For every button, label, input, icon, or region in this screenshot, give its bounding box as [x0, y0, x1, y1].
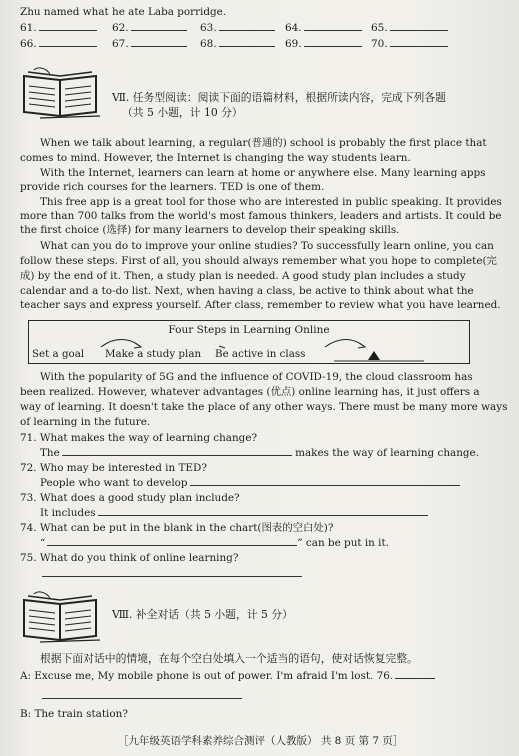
answer-73[interactable]: It includes [40, 507, 428, 520]
question-74: 74. What can be put in the blank in the chart(图表的空白处)? [20, 522, 334, 534]
dialogue-a[interactable]: A: Excuse me, My mobile phone is out of power. I'm afraid I'm lost. 76. [20, 670, 435, 683]
chart-title: Four Steps in Learning Online [168, 324, 330, 336]
question-75: 75. What do you think of online learning? [20, 552, 239, 564]
dialogue-b: B: The train station? [20, 708, 128, 720]
answer-72[interactable]: People who want to develop [40, 477, 460, 490]
chart-step-1: Set a goal [32, 348, 85, 360]
passage-line: calendar and a to-do list. Next, when having a class, be active to think about what the [20, 285, 474, 297]
question-71: 71. What makes the way of learning change? [20, 432, 258, 444]
section-7-title: Ⅶ. 任务型阅读：阅读下面的语篇材料，根据所读内容，完成下列各题 [112, 91, 446, 104]
answer-slot[interactable]: 62. [112, 22, 187, 34]
answer-slot[interactable]: 68. [200, 38, 275, 50]
passage-line: of learning in the future. [20, 416, 151, 428]
page-footer: ［九年级英语学科素养综合测评（人教版） 共 8 页 第 7 页］ [118, 735, 404, 747]
passage-line: This free app is a great tool for those who are interested in public speaking. It provides [40, 196, 502, 208]
answer-slot[interactable]: 70. [371, 38, 448, 50]
section-8-title: Ⅷ. 补全对话（共 5 小题，计 5 分） [112, 608, 293, 621]
passage-line: What can you do to improve your online studies? To successfully learn online, you can [40, 240, 494, 252]
passage-line: the first choice (选择) for many learners to develop their speaking skills. [20, 224, 400, 236]
chart-step-3: Be active in class [215, 348, 306, 360]
chart-step-2: Make a study plan [105, 348, 202, 360]
steps-chart [28, 320, 470, 364]
passage-line: been realized. However, whatever advantages (优点) online learning has, it just offers a [20, 386, 480, 398]
answer-74[interactable]: “ ” can be put in it. [40, 537, 389, 549]
answer-71[interactable]: The makes the way of learning change. [40, 447, 480, 459]
passage-line: follow these steps. First of all, you should always remember what you hope to complete(完 [20, 255, 497, 267]
passage-line: 成) by the end of it. Then, a study plan is needed. A good study plan includes a study [20, 270, 466, 282]
answer-slot[interactable]: 69. [285, 38, 362, 50]
open-book-icon [20, 66, 102, 120]
question-73: 73. What does a good study plan include? [20, 492, 240, 504]
answer-slot[interactable]: 61. [20, 22, 97, 34]
passage-line: provide rich courses for the learners. TED is one of them. [20, 181, 325, 193]
passage-line: When we talk about learning, a regular(普通的) school is probably the first place that [40, 137, 487, 149]
open-book-icon [20, 590, 102, 644]
passage-line: With the Internet, learners can learn at home or anywhere else. Many learning apps [40, 167, 486, 179]
passage-line: With the popularity of 5G and the influence of COVID-19, the cloud classroom has [40, 371, 473, 383]
answer-75[interactable] [40, 568, 302, 581]
answer-slot[interactable]: 67. [112, 38, 187, 50]
passage-line: more than 700 talks from the world's most famous thinkers, leaders and artists. It could be [20, 210, 502, 222]
answer-slot[interactable]: 63. [200, 22, 275, 34]
top-line: Zhu named what he ate Laba porridge. [20, 6, 227, 18]
passage-line: teacher says and express yourself. After class, remember to review what you have learned. [20, 299, 501, 311]
chart-blank-slot[interactable] [334, 350, 424, 362]
answer-slot[interactable]: 64. [285, 22, 362, 34]
dialogue-blank[interactable] [40, 690, 242, 703]
answer-slot[interactable]: 66. [20, 38, 97, 50]
passage-line: way of learning. It doesn't take the place of any other ways. There must be many more ways [20, 401, 508, 413]
question-72: 72. Who may be interested in TED? [20, 462, 207, 474]
passage-line: comes to mind. However, the Internet is changing the way students learn. [20, 152, 411, 164]
section-8-instruction: 根据下面对话中的情境，在每个空白处填入一个适当的语句，使对话恢复完整。 [40, 652, 418, 665]
section-7-subtitle: （共 5 小题，计 10 分） [122, 106, 243, 119]
answer-slot[interactable]: 65. [371, 22, 448, 34]
